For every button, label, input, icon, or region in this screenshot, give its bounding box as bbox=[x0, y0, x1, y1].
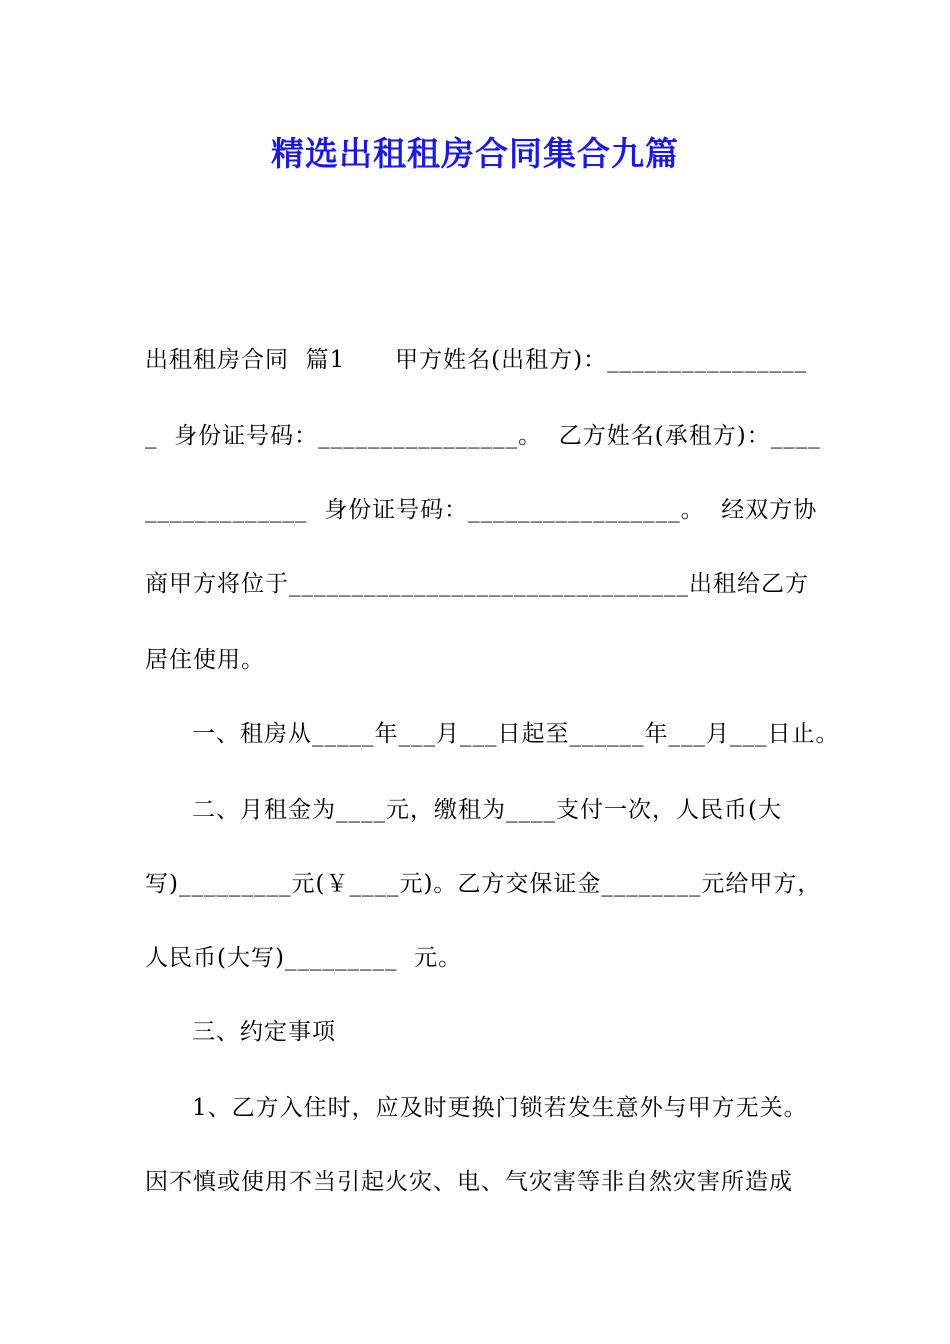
clause-deposit-amount: 人民币(大写)_________ 元。 bbox=[145, 945, 463, 971]
paragraph-line-2: _ 身份证号码：________________。 乙方姓名(承租方)：____ bbox=[145, 423, 821, 449]
section-heading-agreements: 三、约定事项 bbox=[192, 1019, 336, 1045]
clause-monthly-rent: 二、月租金为____元，缴租为____支付一次，人民币(大 bbox=[192, 797, 782, 823]
clause-rental-period: 一、租房从_____年___月___日起至______年___月___日止。 bbox=[192, 721, 840, 747]
paragraph-line-5: 居住使用。 bbox=[145, 647, 265, 673]
agreement-item-1: 1、乙方入住时，应及时更换门锁若发生意外与甲方无关。 bbox=[192, 1095, 808, 1121]
paragraph-line-1: 出租租房合同 篇1 甲方姓名(出租方)：________________ bbox=[145, 347, 808, 373]
paragraph-line-4: 商甲方将位于________________________________出租给乙方 bbox=[145, 571, 809, 597]
clause-rent-amount: 写)_________元(￥____元)。乙方交保证金________元给甲方， bbox=[145, 871, 822, 897]
document-title: 精选出租租房合同集合九篇 bbox=[271, 134, 679, 173]
agreement-item-1-continued: 因不慎或使用不当引起火灾、电、气灾害等非自然灾害所造成 bbox=[145, 1169, 793, 1195]
paragraph-line-3: _____________ 身份证号码：_________________。 经双方协 bbox=[145, 497, 818, 523]
